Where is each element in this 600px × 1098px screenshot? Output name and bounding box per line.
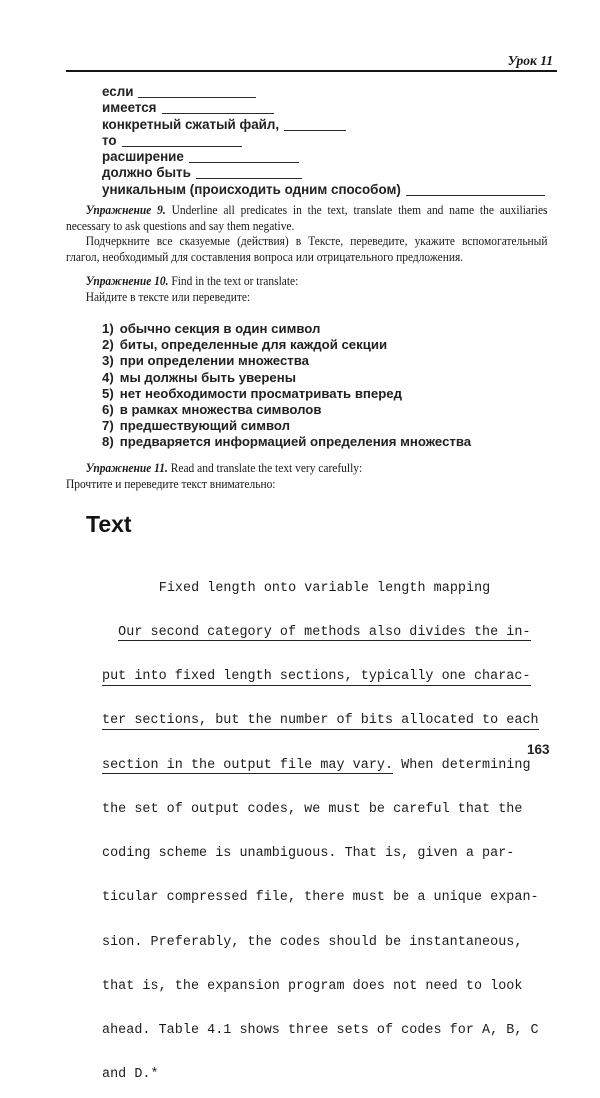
exercise-10-instruction-ru: Найдите в тексте или переведите: <box>85 289 251 304</box>
fill-in-blank <box>189 151 299 163</box>
exercise-11 <box>66 461 548 492</box>
text-line: and D.* <box>102 1067 159 1083</box>
fill-in-blank <box>122 135 242 147</box>
fill-in-label: если <box>102 84 134 99</box>
text-line <box>102 670 547 685</box>
fill-in-blank <box>406 184 545 196</box>
list-item-number: 2) <box>102 337 114 353</box>
page-number: 163 <box>527 742 550 757</box>
exercise-9-instruction-en-line2: necessary to ask questions and say them negative. <box>66 218 295 233</box>
fill-in-blank <box>138 86 256 98</box>
text-line: ahead. Table 4.1 shows three sets of codes for A, B, C <box>102 1023 539 1038</box>
exercise-9-instruction-ru: Подчеркните все сказуемые (действия) в Тексте, переведите, укажите вспомогательный <box>85 234 548 249</box>
text-line: sion. Preferably, the codes should be instantaneous, <box>102 934 523 950</box>
fill-in-row <box>102 133 545 149</box>
list-item: 5) нет необходимости просматривать вперед <box>102 385 402 401</box>
text-line: coding scheme is unambiguous. That is, given a par- <box>102 846 515 861</box>
translate-list <box>102 321 471 451</box>
list-item-number: 1) <box>102 321 114 336</box>
list-item: 4) мы должны быть уверены <box>102 369 296 385</box>
fill-in-block <box>102 84 545 198</box>
lesson-header: Урок 11 <box>507 53 553 68</box>
exercise-10 <box>66 274 548 305</box>
exercise-9-instruction-en: Упражнение 9. Underline all predicates in the text, translate them and name the auxiliaries <box>85 203 548 217</box>
list-item-number: 3) <box>102 353 114 369</box>
underlined-text: ter sections, but the number of bits allocated to each <box>102 713 539 729</box>
fill-in-blank <box>196 167 302 179</box>
list-item-number: 6) <box>102 402 114 418</box>
exercise-11-instruction-ru: Прочтите и переведите текст внимательно: <box>66 476 276 491</box>
list-item: 2) биты, определенные для каждой секции <box>102 337 388 353</box>
list-item-number: 5) <box>102 385 114 401</box>
text-title: Fixed length onto variable length mapping <box>158 580 491 596</box>
exercise-10-instruction-en: Упражнение 10. Find in the text or translate: <box>85 274 299 288</box>
exercise-10-title: Упражнение 10. <box>85 274 169 288</box>
exercise-9 <box>66 203 548 266</box>
list-item: 6) в рамках множества символов <box>102 402 322 418</box>
text-line <box>102 626 547 641</box>
list-item: 8) предваряется информацией определения множества <box>102 434 472 450</box>
fill-in-label: должно быть <box>102 165 191 181</box>
fill-in-row <box>102 165 545 181</box>
exercise-9-title: Упражнение 9. <box>85 203 166 217</box>
list-item: 7) предшествующий символ <box>102 418 291 434</box>
fill-in-blank <box>284 119 346 131</box>
underlined-text: put into fixed length sections, typically one charac- <box>102 669 531 684</box>
fill-in-row <box>102 149 545 165</box>
fill-in-label: конкретный сжатый файл, <box>102 116 280 132</box>
text-section-heading: Text <box>86 511 132 537</box>
fill-in-row <box>102 117 545 133</box>
text-line: the set of output codes, we must be careful that the <box>102 801 523 817</box>
fill-in-row <box>102 100 545 116</box>
fill-in-label: уникальным (происходить одним способом) <box>102 181 401 197</box>
text-line <box>102 714 547 729</box>
list-item: 1) обычно секция в один символ <box>102 321 321 336</box>
exercise-11-instruction-en: Упражнение 11. Read and translate the text very carefully: <box>85 461 363 475</box>
underlined-text: Our second category of methods also divides the in- <box>118 624 531 640</box>
fill-in-label: то <box>102 132 117 148</box>
text-line: section in the output file may vary. When determining <box>102 757 531 773</box>
text-body <box>102 552 547 1098</box>
exercise-11-title: Упражнение 11. <box>85 461 168 475</box>
header-rule <box>66 70 557 72</box>
text-line: ticular compressed file, there must be a unique expan- <box>102 890 539 906</box>
list-item-number: 4) <box>102 369 114 385</box>
list-item-number: 7) <box>102 418 114 434</box>
list-item: 3) при определении множества <box>102 353 310 369</box>
exercise-9-instruction-ru-line2: глагол, необходимый для составления вопроса или отрицательного предложения. <box>66 250 464 265</box>
fill-in-blank <box>162 102 274 114</box>
fill-in-label: имеется <box>102 100 157 116</box>
underlined-text: section in the output file may vary. <box>102 757 394 773</box>
fill-in-row <box>102 182 545 198</box>
list-item-number: 8) <box>102 434 114 450</box>
text-line: that is, the expansion program does not need to look <box>102 978 523 994</box>
fill-in-row <box>102 84 545 100</box>
fill-in-label: расширение <box>102 149 184 165</box>
